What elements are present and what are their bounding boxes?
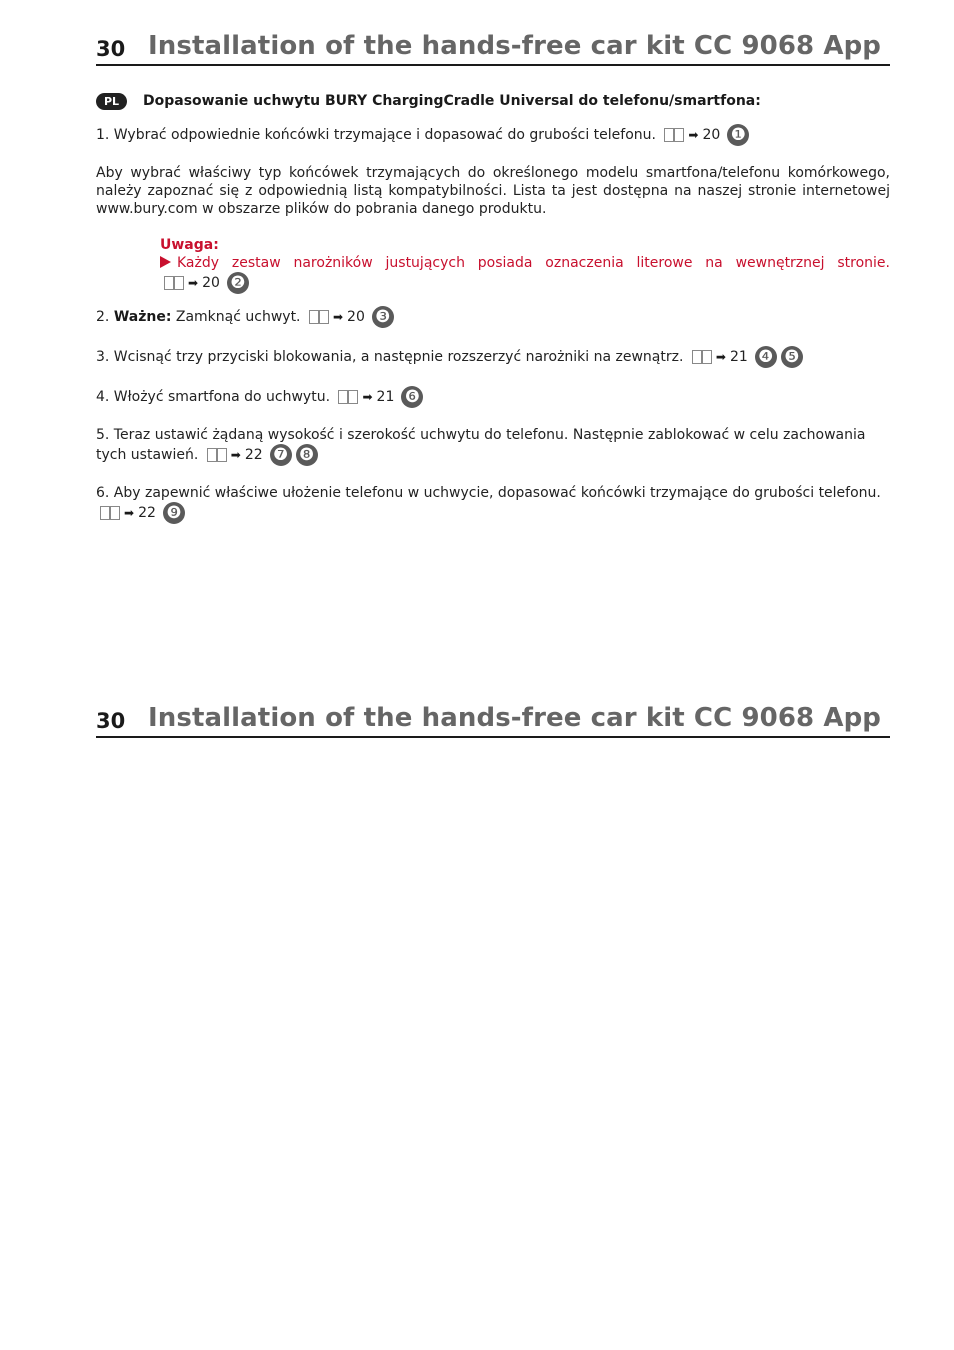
step-text: 1. Wybrać odpowiednie końcówki trzymające i dopasować do grubości telefonu. bbox=[96, 127, 656, 143]
step-text: 4. Włożyć smartfona do uchwytu. bbox=[96, 389, 331, 405]
step-text: 5. Teraz ustawić żądaną wysokość i szerokość uchwytu do telefonu. Następnie zablokować w celu zachowania tych ustawień. bbox=[96, 427, 866, 463]
figure-number-icon: ❷ bbox=[227, 272, 249, 294]
step-4 bbox=[96, 386, 890, 408]
book-icon bbox=[100, 506, 120, 520]
arrow-right-icon: ➡ bbox=[230, 448, 241, 462]
language-badge: PL bbox=[96, 93, 127, 110]
figure-number-icon: ❶ bbox=[727, 124, 749, 146]
reference-page: 21 bbox=[376, 389, 395, 405]
step-text: 3. Wcisnąć trzy przyciski blokowania, a następnie rozszerzyć narożniki na zewnątrz. bbox=[96, 349, 684, 365]
note-body bbox=[160, 254, 890, 294]
reference-page: 22 bbox=[138, 505, 156, 521]
figure-reference bbox=[203, 444, 318, 466]
note-title: Uwaga: bbox=[160, 237, 219, 253]
step-3 bbox=[96, 346, 890, 368]
figure-number-icon: ❸ bbox=[372, 306, 394, 328]
book-icon bbox=[338, 390, 358, 404]
figure-number-icon: ❻ bbox=[401, 386, 423, 408]
step-2 bbox=[96, 306, 890, 328]
figure-number-icon: ❼ bbox=[270, 444, 292, 466]
reference-page: 20 bbox=[202, 275, 220, 291]
arrow-right-icon: ➡ bbox=[688, 128, 699, 142]
step-1 bbox=[96, 124, 890, 146]
book-icon bbox=[692, 350, 712, 364]
reference-page: 20 bbox=[702, 127, 721, 143]
page-title: Installation of the hands-free car kit CC 9068 App bbox=[148, 703, 881, 733]
step-6 bbox=[96, 484, 890, 524]
section-heading bbox=[96, 92, 890, 110]
arrow-right-icon: ➡ bbox=[715, 350, 726, 364]
arrow-right-icon: ➡ bbox=[124, 506, 135, 520]
figure-number-icon: ❽ bbox=[296, 444, 318, 466]
note-text: Każdy zestaw narożników justujących posiada oznaczenia literowe na wewnętrznej stronie. bbox=[177, 255, 890, 271]
page-header-repeat bbox=[96, 702, 890, 738]
figure-reference bbox=[96, 502, 185, 524]
book-icon bbox=[309, 310, 329, 324]
important-label: Ważne: bbox=[113, 309, 172, 325]
figure-number-icon: ❹ bbox=[755, 346, 777, 368]
arrow-right-icon: ➡ bbox=[188, 276, 199, 290]
step-number: 2. bbox=[96, 309, 114, 325]
arrow-right-icon: ➡ bbox=[332, 310, 344, 324]
step-text: Zamknąć uchwyt. bbox=[171, 309, 301, 325]
reference-page: 20 bbox=[347, 309, 365, 325]
section-title: Dopasowanie uchwytu BURY ChargingCradle Universal do telefonu/smartfona: bbox=[143, 93, 761, 109]
warning-note bbox=[160, 236, 890, 294]
figure-reference bbox=[334, 386, 423, 408]
reference-page: 21 bbox=[729, 349, 748, 365]
triangle-bullet-icon bbox=[160, 256, 171, 268]
step-text: 6. Aby zapewnić właściwe ułożenie telefonu w uchwycie, dopasować końcówki trzymające do grubości telefonu. bbox=[96, 485, 881, 501]
figure-number-icon: ❾ bbox=[163, 502, 185, 524]
page-title: Installation of the hands-free car kit CC 9068 App bbox=[148, 31, 881, 61]
compatibility-paragraph: Aby wybrać właściwy typ końcówek trzymających do określonego modelu smartfona/telefonu komórkowego, należy zapoznać się z odpowiednią listą kompatybilności. Lista ta jest dostępna na naszej stronie internetowej www.bury.com w obszarze plików do pobrania danego produktu. bbox=[96, 165, 890, 217]
book-icon bbox=[164, 276, 184, 290]
book-icon bbox=[207, 448, 227, 462]
step-5 bbox=[96, 426, 890, 466]
page-number: 30 bbox=[96, 37, 126, 61]
figure-reference bbox=[160, 272, 249, 294]
page-number: 30 bbox=[96, 709, 126, 733]
book-icon bbox=[664, 128, 684, 142]
figure-reference bbox=[688, 346, 803, 368]
page-header bbox=[96, 30, 890, 66]
figure-reference bbox=[305, 306, 394, 328]
figure-reference bbox=[660, 124, 749, 146]
figure-number-icon: ❺ bbox=[781, 346, 803, 368]
reference-page: 22 bbox=[244, 447, 263, 463]
manual-content bbox=[96, 92, 890, 542]
arrow-right-icon: ➡ bbox=[362, 390, 373, 404]
